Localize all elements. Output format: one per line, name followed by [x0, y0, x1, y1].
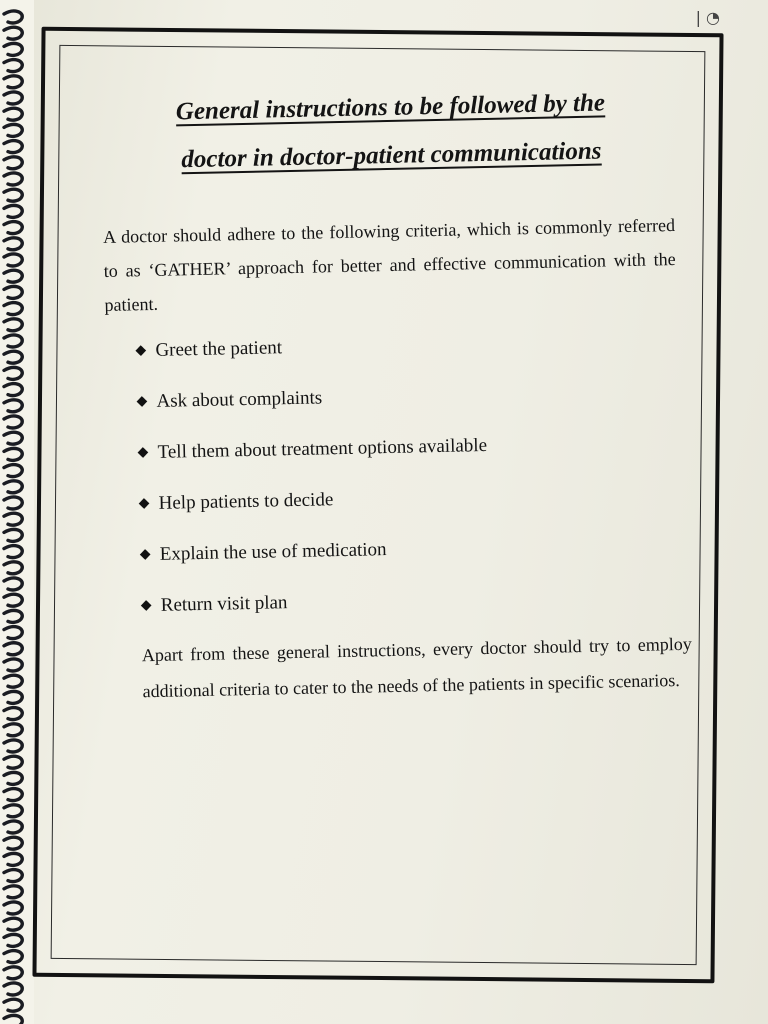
- spiral-coil: [4, 983, 22, 995]
- spiral-coil: [4, 303, 22, 315]
- spiral-coil: [4, 384, 22, 396]
- spiral-coil: [4, 141, 22, 153]
- spiral-coil: [4, 416, 22, 428]
- spiral-coil: [4, 627, 22, 639]
- spiral-coil: [4, 999, 22, 1011]
- gather-item-text: Help patients to decide: [158, 489, 334, 514]
- spiral-coil: [4, 821, 22, 833]
- spiral-coil: [4, 789, 22, 801]
- spiral-coil: [4, 238, 22, 250]
- spiral-coil: [4, 724, 22, 736]
- spiral-coil: [4, 286, 22, 298]
- spiral-coil: [4, 594, 22, 606]
- spiral-coil: [4, 254, 22, 266]
- gather-item-text: Tell them about treatment options available: [157, 434, 488, 463]
- gather-list-item: [140, 569, 691, 632]
- spiral-coil: [4, 157, 22, 169]
- outro-paragraph: Apart from these general instructions, every doctor should try to employ additional criteria to cater to the needs of the patients in specific scenarios.: [141, 633, 692, 702]
- spiral-coil: [4, 319, 22, 331]
- spiral-coil: [4, 481, 22, 493]
- spiral-coil: [4, 173, 22, 185]
- spiral-coil: [4, 562, 22, 574]
- diamond-bullet-icon: ◆: [137, 445, 149, 461]
- spiral-coil: [4, 1015, 22, 1024]
- spiral-coil: [4, 189, 22, 201]
- spiral-coil: [4, 853, 22, 865]
- spiral-coil: [4, 448, 22, 460]
- spiral-coil: [4, 659, 22, 671]
- spiral-coil: [4, 43, 22, 55]
- gather-item-text: Explain the use of medication: [159, 539, 387, 565]
- diamond-bullet-icon: ◆: [139, 547, 151, 563]
- page-corner-mark: | ◔: [695, 8, 720, 27]
- spiral-coil: [4, 400, 22, 412]
- intro-paragraph: A doctor should adhere to the following criteria, which is commonly referred to as ‘GATHER’ approach for better and effective communication with the patient.: [102, 214, 676, 315]
- spiral-coil: [4, 610, 22, 622]
- spiral-coil: [4, 967, 22, 979]
- spiral-coil: [4, 92, 22, 104]
- gather-list: [105, 314, 691, 632]
- spiral-coil: [4, 740, 22, 752]
- spiral-coil: [4, 432, 22, 444]
- spiral-coil: [4, 643, 22, 655]
- diamond-bullet-icon: ◆: [135, 343, 147, 359]
- spiral-coil: [4, 918, 22, 930]
- spiral-coil: [4, 529, 22, 541]
- spiral-coil: [4, 205, 22, 217]
- document-content: [100, 78, 693, 710]
- spiral-coil: [4, 497, 22, 509]
- spiral-coil: [4, 886, 22, 898]
- spiral-coil: [4, 837, 22, 849]
- diamond-bullet-icon: ◆: [140, 598, 152, 614]
- spiral-coil: [4, 11, 22, 23]
- spiral-coil: [4, 951, 22, 963]
- spiral-coil: [4, 578, 22, 590]
- document-title-line-2: doctor in doctor-patient communications: [181, 137, 602, 174]
- gather-item-text: Greet the patient: [155, 337, 283, 361]
- gather-item-text: Return visit plan: [160, 592, 288, 616]
- diamond-bullet-icon: ◆: [138, 496, 150, 512]
- gather-item-text: Ask about complaints: [156, 387, 323, 412]
- spiral-coil: [4, 546, 22, 558]
- spiral-coil: [4, 870, 22, 882]
- spiral-coil: [4, 805, 22, 817]
- spiral-coil: [4, 124, 22, 136]
- spiral-coil: [4, 691, 22, 703]
- spiral-coil: [4, 108, 22, 120]
- spiral-coil: [4, 222, 22, 234]
- spiral-coil: [4, 27, 22, 39]
- document-title-line-1: General instructions to be followed by the: [175, 89, 606, 126]
- spiral-coil: [4, 351, 22, 363]
- spiral-coil: [4, 756, 22, 768]
- spiral-coil: [4, 934, 22, 946]
- spiral-coil: [4, 335, 22, 347]
- spiral-coil: [4, 367, 22, 379]
- spiral-coil: [4, 902, 22, 914]
- spiral-coil: [4, 675, 22, 687]
- spiral-coil: [4, 513, 22, 525]
- spiral-coil: [4, 270, 22, 282]
- spiral-coil: [4, 76, 22, 88]
- spiral-coil: [4, 60, 22, 72]
- spiral-coil: [4, 708, 22, 720]
- spiral-binding: [0, 0, 34, 1024]
- diamond-bullet-icon: ◆: [136, 394, 148, 410]
- spiral-coil: [4, 772, 22, 784]
- spiral-coil: [4, 465, 22, 477]
